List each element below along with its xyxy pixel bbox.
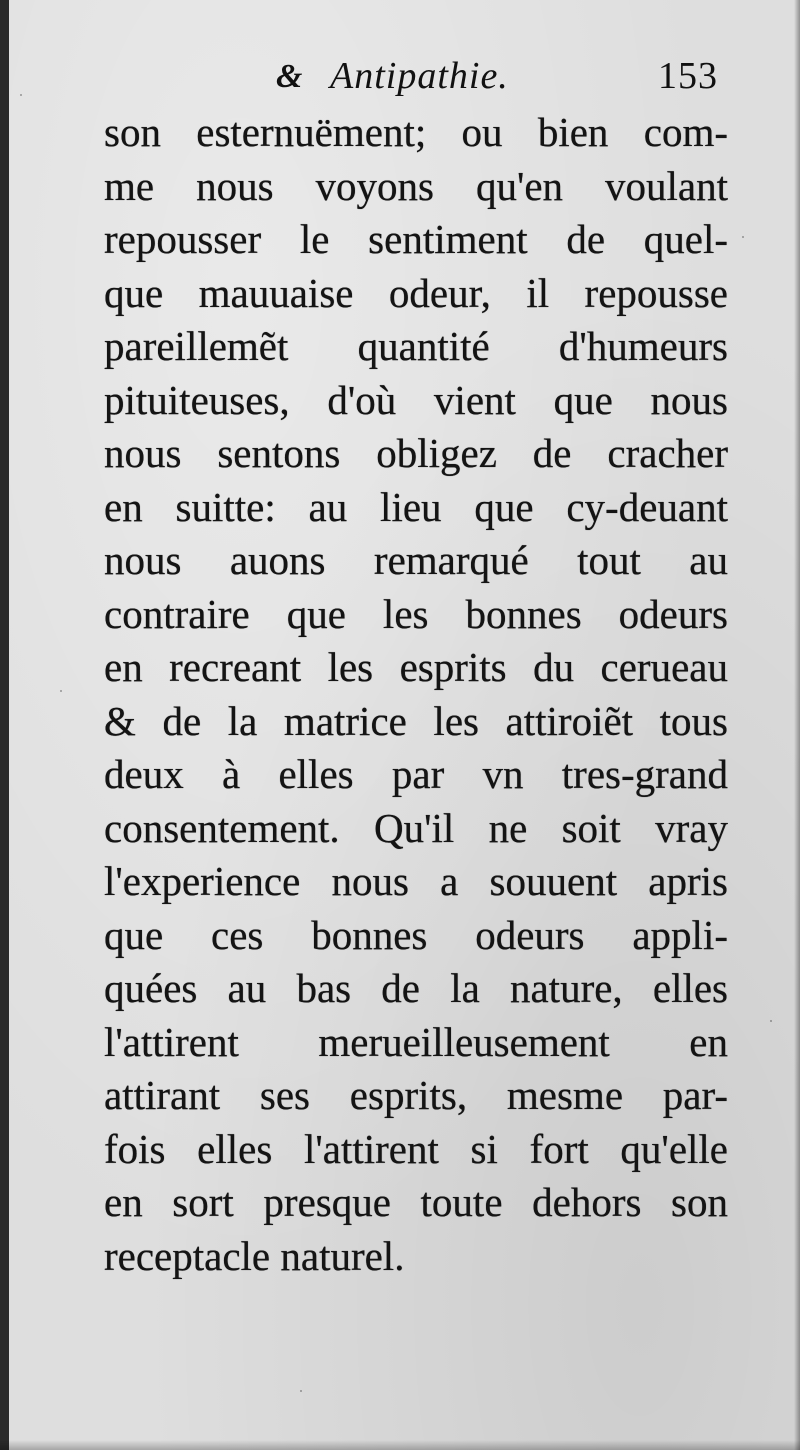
text-line: pareillemẽt quantité d'humeurs xyxy=(104,323,728,369)
text-line: consentement. Qu'il ne soit vray xyxy=(104,804,728,851)
text-line: en sort presque toute dehors son xyxy=(104,1179,728,1225)
text-line: receptacle naturel. xyxy=(104,1232,405,1279)
paper-speck xyxy=(742,236,744,238)
text-line: l'experience nous a souuent apris xyxy=(104,858,728,904)
running-title: Antipathie. xyxy=(330,55,509,97)
page-number: 153 xyxy=(658,55,718,97)
text-line: que mauuaise odeur, il repousse xyxy=(104,269,728,316)
text-line: pituiteuses, d'où vient que nous xyxy=(104,376,728,423)
text-line: que ces bonnes odeurs appli- xyxy=(104,911,728,958)
text-line: quées au bas de la nature, elles xyxy=(104,965,728,1011)
page-bottom-shadow xyxy=(0,1440,800,1450)
body-text xyxy=(104,106,728,1283)
text-line: en suitte: au lieu que cy-deuant xyxy=(104,483,728,530)
page-gutter-shadow xyxy=(0,0,9,1450)
text-line: me nous voyons qu'en voulant xyxy=(104,162,728,209)
paper-speck xyxy=(60,690,62,692)
ampersand-ornament: & xyxy=(276,58,303,95)
text-line: fois elles l'attirent si fort qu'elle xyxy=(104,1125,728,1172)
text-line: nous auons remarqué tout au xyxy=(104,537,728,583)
text-line: l'attirent merueilleusement en xyxy=(104,1018,728,1065)
text-line: attirant ses esprits, mesme par- xyxy=(104,1072,728,1118)
text-line: contraire que les bonnes odeurs xyxy=(104,590,728,637)
paper-speck xyxy=(20,94,22,96)
text-line: son esternuëment; ou bien com- xyxy=(104,109,728,155)
text-line: repousser le sentiment de quel- xyxy=(104,216,728,262)
running-head xyxy=(0,52,800,104)
text-line: deux à elles par vn tres-grand xyxy=(104,751,728,797)
text-line: & de la matrice les attiroiẽt tous xyxy=(104,697,728,744)
text-line: en recreant les esprits du cerueau xyxy=(104,644,728,690)
paper-speck xyxy=(300,1390,302,1392)
text-line: nous sentons obligez de cracher xyxy=(104,430,728,476)
paper-speck xyxy=(770,1020,772,1022)
page-edge-shadow xyxy=(794,0,800,1450)
